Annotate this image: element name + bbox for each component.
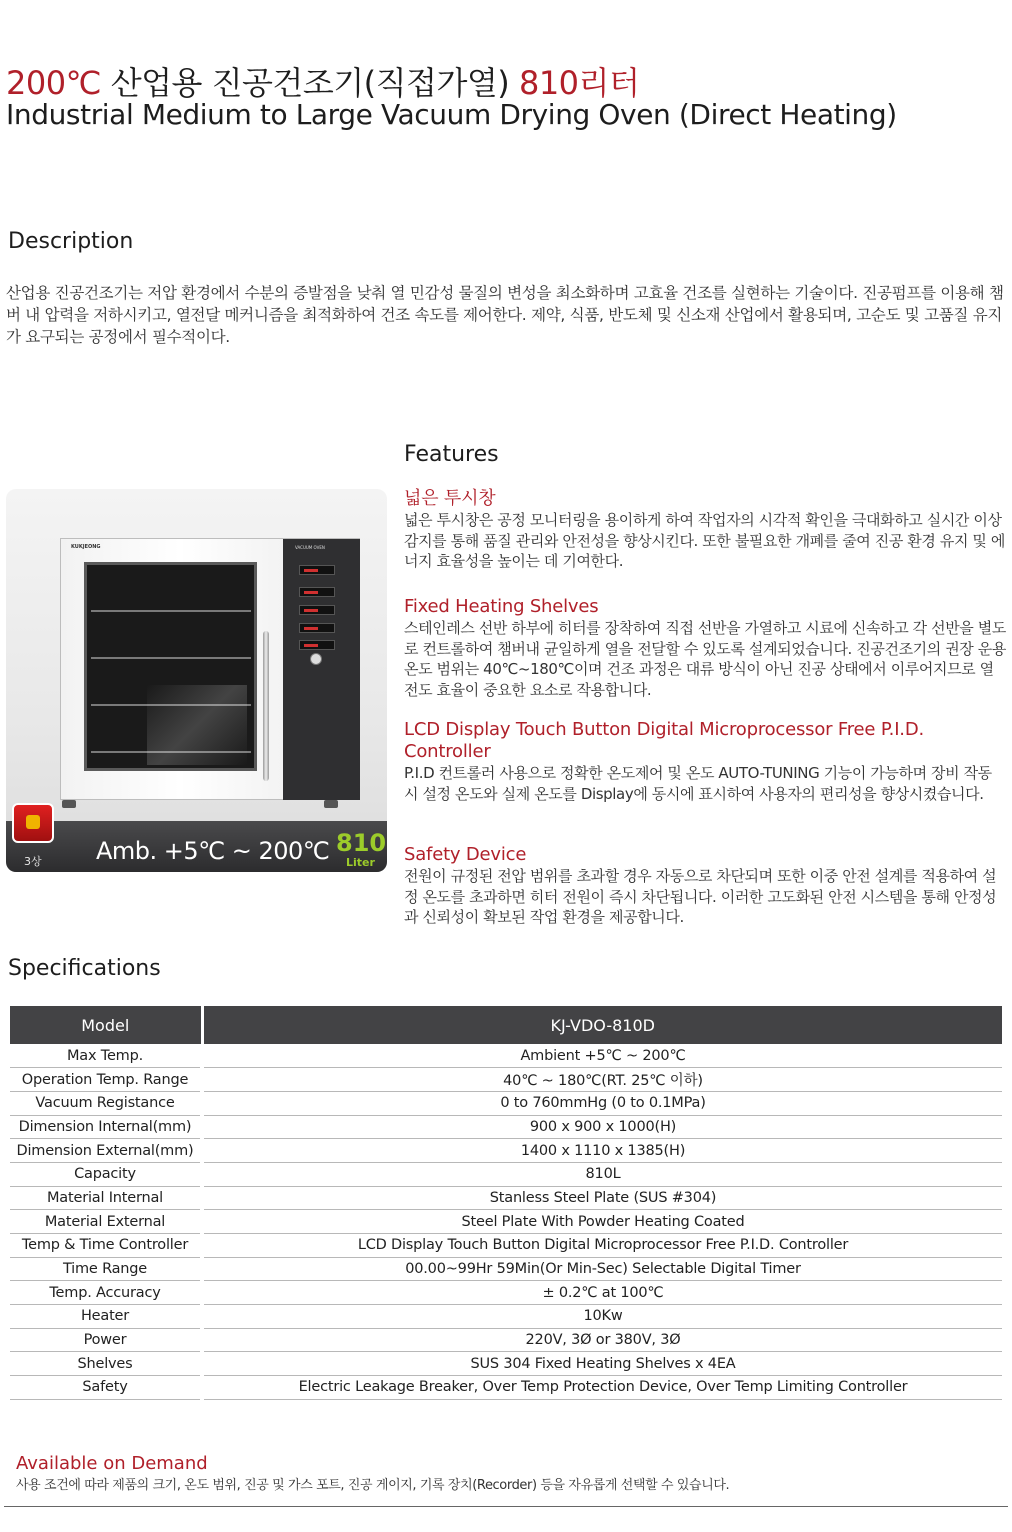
spec-label: Shelves — [10, 1352, 202, 1376]
spec-value: 10Kw — [202, 1305, 1002, 1329]
spec-value: 900 x 900 x 1000(H) — [202, 1115, 1002, 1139]
spec-label: Temp & Time Controller — [10, 1234, 202, 1258]
table-row — [10, 1044, 1002, 1068]
vacuum-gauge-icon — [310, 653, 322, 665]
spec-value: Steel Plate With Powder Heating Coated — [202, 1210, 1002, 1234]
digital-display — [299, 605, 335, 615]
oven-illustration — [60, 538, 360, 800]
table-row — [10, 1115, 1002, 1139]
feature-title: 넓은 투시창 — [404, 488, 496, 509]
table-row — [10, 1376, 1002, 1400]
temperature-range-value: +5℃ ~ 200℃ — [163, 837, 330, 865]
specifications-table — [10, 1006, 1002, 1400]
oven-viewing-window — [84, 562, 257, 771]
spec-value: 0 to 760mmHg (0 to 0.1MPa) — [202, 1091, 1002, 1115]
model-label: Model — [10, 1006, 202, 1044]
spec-label: Safety — [10, 1376, 202, 1400]
table-row — [10, 1186, 1002, 1210]
spec-value: Stanless Steel Plate (SUS #304) — [202, 1186, 1002, 1210]
feature-item — [404, 596, 1006, 700]
specifications-heading: Specifications — [8, 956, 161, 981]
bottom-divider — [4, 1506, 1008, 1507]
feature-body: P.I.D 컨트롤러 사용으로 정확한 온도제어 및 온도 AUTO-TUNING 기능이 가능하며 장비 작동 시 설정 온도와 실제 온도를 Display에 동시에 표시하여 사용자의 편리성을 향상시켰습니다. — [404, 764, 992, 803]
table-header-row — [10, 1006, 1002, 1044]
capacity-unit: Liter — [346, 856, 375, 869]
feature-body: 스테인레스 선반 하부에 히터를 장착하여 직접 선반을 가열하고 시료에 신속하고 각 선반을 별도로 컨트롤하여 챔버내 균일하게 열을 전달할 수 있도록 설계되었습니다. 진공건조기의 권장 운용 온도 범위는 40℃~180℃이며 건조 과정은 대류 방식이 아닌 진공 상태에서 이루어지므로 열전도 효율이 중요한 요소로 작용합니다. — [404, 619, 1006, 699]
table-row — [10, 1210, 1002, 1234]
spec-label: Material External — [10, 1210, 202, 1234]
digital-display — [299, 587, 335, 597]
oven-shelf — [91, 610, 251, 612]
features-heading: Features — [404, 442, 499, 467]
capacity-number: 810 — [336, 829, 387, 857]
oven-foot — [62, 800, 76, 808]
spec-label: Dimension External(mm) — [10, 1139, 202, 1163]
feature-body: 전원이 규정된 전압 범위를 초과할 경우 자동으로 차단되며 또한 이중 안전 설계를 적용하여 설정 온도를 초과하면 히터 전원이 즉시 차단됩니다. 이러한 고도화된 안전 시스템을 통해 안정성과 신뢰성이 확보된 작업 환경을 제공합니다. — [404, 867, 997, 926]
table-row — [10, 1162, 1002, 1186]
table-row — [10, 1281, 1002, 1305]
spec-value: 1400 x 1110 x 1385(H) — [202, 1139, 1002, 1163]
table-row — [10, 1091, 1002, 1115]
title-temperature: 200℃ — [6, 64, 102, 102]
spec-label: Time Range — [10, 1257, 202, 1281]
spec-value: Electric Leakage Breaker, Over Temp Protection Device, Over Temp Limiting Controller — [202, 1376, 1002, 1400]
spec-value: 00.00~99Hr 59Min(Or Min-Sec) Selectable Digital Timer — [202, 1257, 1002, 1281]
spec-label: Capacity — [10, 1162, 202, 1186]
digital-display — [299, 640, 335, 650]
available-body: 사용 조건에 따라 제품의 크기, 온도 범위, 진공 및 가스 포트, 진공 게이지, 기록 장치(Recorder) 등을 자유롭게 선택할 수 있습니다. — [16, 1478, 730, 1493]
oven-shelf — [91, 657, 251, 659]
spec-label: Vacuum Registance — [10, 1091, 202, 1115]
spec-value: LCD Display Touch Button Digital Microprocessor Free P.I.D. Controller — [202, 1234, 1002, 1258]
available-heading: Available on Demand — [16, 1453, 208, 1474]
panel-label: VACUUM OVEN — [295, 545, 325, 550]
page-title-english: Industrial Medium to Large Vacuum Drying Oven (Direct Heating) — [6, 98, 897, 131]
brand-logo: KUKJEONG — [71, 544, 101, 550]
description-body: 산업용 진공건조기는 저압 환경에서 수분의 증발점을 낮춰 열 민감성 물질의 변성을 최소화하며 고효율 건조를 실현하는 기술이다. 진공펌프를 이용해 챔버 내 압력을 저하시키고, 열전달 메커니즘을 최적화하여 건조 속도를 제어한다. 제약, 식품, 반도체 및 신소재 산업에서 활용되며, 고순도 및 고품질 유지가 요구되는 공정에서 필수적이다. — [6, 284, 1004, 346]
glass-reflection — [147, 685, 247, 765]
title-capacity: 810리터 — [518, 64, 640, 102]
table-row — [10, 1068, 1002, 1092]
feature-title: Fixed Heating Shelves — [404, 596, 599, 617]
spec-value: 220V, 3Ø or 380V, 3Ø — [202, 1328, 1002, 1352]
spec-value: 810L — [202, 1162, 1002, 1186]
table-row — [10, 1328, 1002, 1352]
spec-label: Material Internal — [10, 1186, 202, 1210]
table-row — [10, 1234, 1002, 1258]
description-heading: Description — [8, 229, 134, 254]
table-row — [10, 1257, 1002, 1281]
feature-item — [404, 488, 1006, 572]
spec-value: SUS 304 Fixed Heating Shelves x 4EA — [202, 1352, 1002, 1376]
spec-value: ± 0.2℃ at 100℃ — [202, 1281, 1002, 1305]
spec-label: Max Temp. — [10, 1044, 202, 1068]
spec-label: Heater — [10, 1305, 202, 1329]
feature-title: LCD Display Touch Button Digital Microprocessor Free P.I.D. Controller — [404, 719, 924, 762]
feature-body: 넓은 투시창은 공정 모니터링을 용이하게 하여 작업자의 시각적 확인을 극대화하고 실시간 이상 감지를 통해 품질 관리와 안전성을 향상시킨다. 또한 불필요한 개폐를 줄여 진공 환경 유지 및 에너지 효율성을 높이는 데 기여한다. — [404, 511, 1005, 570]
temperature-range-prefix: Amb. — [96, 837, 164, 865]
spec-label: Temp. Accuracy — [10, 1281, 202, 1305]
feature-item — [404, 719, 1006, 804]
three-phase-plug-icon — [12, 803, 54, 843]
table-row — [10, 1305, 1002, 1329]
digital-display — [299, 565, 335, 575]
title-product-name: 산업용 진공건조기(직접가열) — [101, 64, 519, 102]
spec-value: Ambient +5℃ ~ 200℃ — [202, 1044, 1002, 1068]
table-row — [10, 1139, 1002, 1163]
door-handle — [263, 631, 269, 781]
oven-foot — [324, 800, 338, 808]
table-row — [10, 1352, 1002, 1376]
temperature-range-caption — [96, 837, 329, 865]
spec-label: Operation Temp. Range — [10, 1068, 202, 1092]
spec-label: Dimension Internal(mm) — [10, 1115, 202, 1139]
control-panel — [283, 539, 360, 800]
spec-value: 40℃ ~ 180℃(RT. 25℃ 이하) — [202, 1068, 1002, 1092]
digital-display — [299, 623, 335, 633]
model-value: KJ-VDO-810D — [202, 1006, 1002, 1044]
phase-label: 3상 — [24, 855, 42, 868]
spec-label: Power — [10, 1328, 202, 1352]
feature-title: Safety Device — [404, 844, 527, 865]
feature-item — [404, 844, 1006, 928]
product-image — [6, 489, 387, 872]
